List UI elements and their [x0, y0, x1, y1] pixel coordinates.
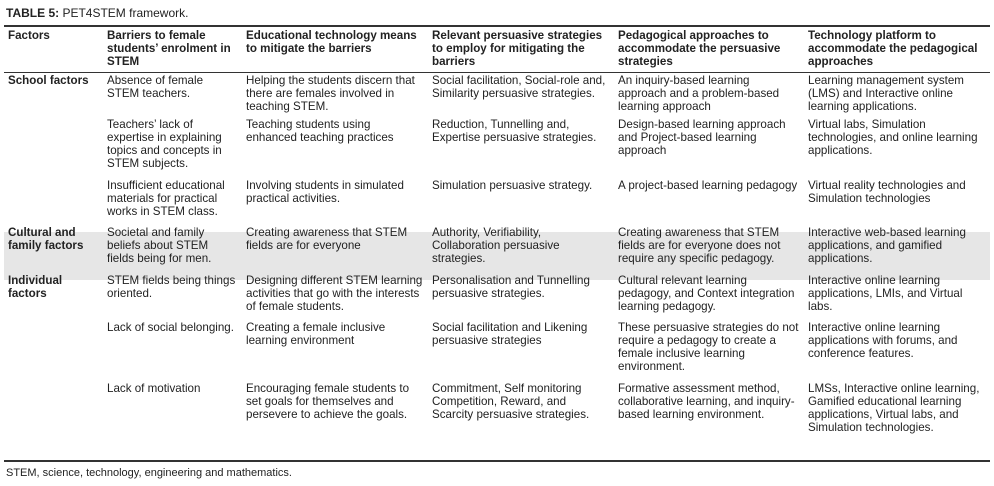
pedagogy-cell: An inquiry-based learning approach and a problem-based learning approach — [618, 74, 780, 113]
barrier-cell: Lack of motivation — [107, 382, 201, 395]
strategies-cell: Personalisation and Tunnelling persuasive strategies. — [432, 274, 590, 300]
pet4stem-table — [4, 27, 990, 452]
table-footnote: STEM, science, technology, engineering and mathematics. — [6, 467, 292, 479]
header-strategies: Relevant persuasive strategies to employ for mitigating the barriers — [432, 29, 603, 68]
means-cell: Designing different STEM learning activities that go with the interests of female students. — [246, 274, 423, 313]
header-pedagogy: Pedagogical approaches to accommodate the persuasive strategies — [618, 29, 781, 68]
caption-label: TABLE 5: — [6, 6, 60, 20]
table-row — [4, 116, 990, 177]
strategies-cell: Social facilitation, Social-role and, Similarity persuasive strategies. — [432, 74, 606, 100]
factor-cell — [4, 177, 103, 222]
table-row — [4, 380, 990, 452]
table-row — [4, 68, 990, 116]
platform-cell: Interactive web-based learning applications, and gamified applications. — [808, 226, 966, 265]
pedagogy-cell: These persuasive strategies do not require a pedagogy to create a female inclusive learning environment. — [618, 321, 799, 373]
factor-cell — [4, 380, 103, 452]
pedagogy-cell: Creating awareness that STEM fields are for everyone does not require any specific pedagogy. — [618, 226, 781, 265]
table-row — [4, 319, 990, 380]
barrier-cell: Societal and family beliefs about STEM fields being for men. — [107, 226, 212, 265]
pedagogy-cell: A project-based learning pedagogy — [618, 179, 798, 192]
factor-cell — [4, 116, 103, 177]
platform-cell: Learning management system (LMS) and Interactive online learning applications. — [808, 74, 964, 113]
platform-cell: Interactive online learning applications with forums, and conference features. — [808, 321, 958, 360]
platform-cell: LMSs, Interactive online learning, Gamified educational learning applications, Virtual labs, and Simulation technologies. — [808, 382, 980, 434]
means-cell: Involving students in simulated practical activities. — [246, 179, 404, 205]
strategies-cell: Simulation persuasive strategy. — [432, 179, 593, 192]
barrier-cell: Lack of social belonging. — [107, 321, 234, 334]
barrier-cell: Teachers’ lack of expertise in explaining topics and concepts in STEM subjects. — [107, 118, 222, 170]
means-cell: Teaching students using enhanced teaching practices — [246, 118, 394, 144]
barrier-cell: STEM fields being things oriented. — [107, 274, 236, 300]
table-row — [4, 270, 990, 319]
pedagogy-cell: Cultural relevant learning pedagogy, and Context integration learning pedagogy. — [618, 274, 795, 313]
factor-cell: Cultural and family factors — [8, 226, 84, 252]
barrier-cell: Insufficient educational materials for practical works in STEM class. — [107, 179, 225, 218]
strategies-cell: Commitment, Self monitoring Competition, Reward, and Scarcity persuasive strategies. — [432, 382, 590, 421]
header-means: Educational technology means to mitigate the barriers — [246, 29, 417, 55]
table-caption — [6, 6, 188, 20]
platform-cell: Virtual labs, Simulation technologies, and online learning applications. — [808, 118, 978, 157]
means-cell: Creating a female inclusive learning environment — [246, 321, 386, 347]
table-row — [4, 177, 990, 222]
header-row — [4, 27, 990, 68]
factor-cell: Individual factors — [8, 274, 63, 300]
platform-cell: Virtual reality technologies and Simulation technologies — [808, 179, 966, 205]
pedagogy-cell: Formative assessment method, collaborative learning, and inquiry-based learning environment. — [618, 382, 795, 421]
caption-text: PET4STEM framework. — [62, 6, 189, 20]
strategies-cell: Social facilitation and Likening persuasive strategies — [432, 321, 588, 347]
table-row — [4, 222, 990, 270]
means-cell: Encouraging female students to set goals for themselves and persevere to achieve the goals. — [246, 382, 410, 421]
means-cell: Creating awareness that STEM fields are for everyone — [246, 226, 408, 252]
strategies-cell: Authority, Verifiability, Collaboration persuasive strategies. — [432, 226, 560, 265]
strategies-cell: Reduction, Tunnelling and, Expertise persuasive strategies. — [432, 118, 597, 144]
factor-cell — [4, 319, 103, 380]
factor-cell: School factors — [8, 74, 89, 87]
header-platform: Technology platform to accommodate the pedagogical approaches — [808, 29, 978, 68]
bottom-rule — [4, 460, 990, 462]
barrier-cell: Absence of female STEM teachers. — [107, 74, 204, 100]
platform-cell: Interactive online learning applications, LMIs, and Virtual labs. — [808, 274, 963, 313]
header-factors: Factors — [8, 29, 50, 42]
header-barriers: Barriers to female students’ enrolment in STEM — [107, 29, 231, 68]
means-cell: Helping the students discern that there are females involved in teaching STEM. — [246, 74, 415, 113]
pedagogy-cell: Design-based learning approach and Project-based learning approach — [618, 118, 786, 157]
